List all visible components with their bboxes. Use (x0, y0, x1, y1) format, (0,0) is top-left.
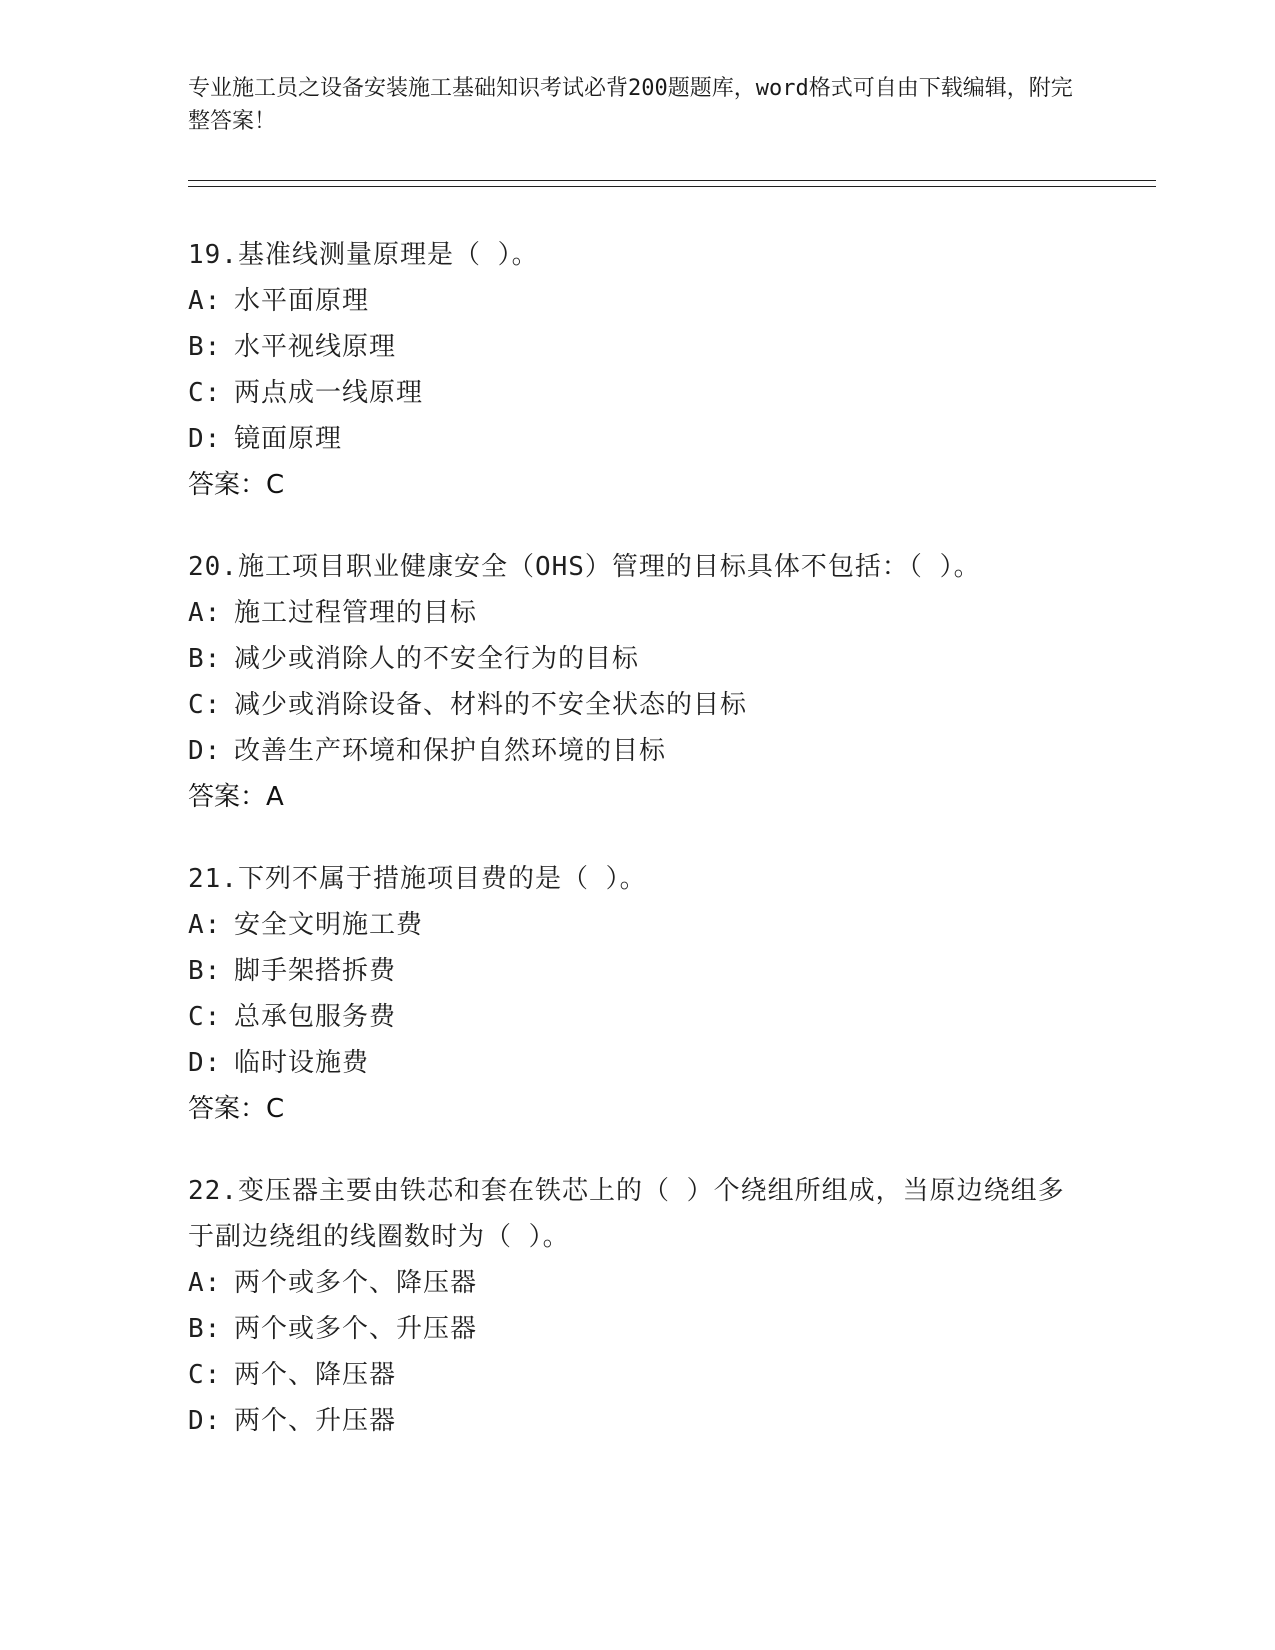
question-list (188, 232, 1148, 1480)
option-c (188, 1352, 1148, 1398)
question-stem: 21.下列不属于措施项目费的是（ ）。 (188, 864, 647, 894)
question-stem: 22.变压器主要由铁芯和套在铁芯上的（ ）个绕组所组成，当原边绕组多于副边绕组的线圈数时为（ ）。 (188, 1176, 1065, 1252)
option-text: 两个或多个、升压器 (234, 1314, 478, 1344)
option-letter: C: (188, 378, 222, 408)
option-letter: A: (188, 598, 222, 628)
option-letter: D: (188, 1406, 222, 1436)
question-19 (188, 232, 1148, 508)
option-text: 水平面原理 (234, 286, 370, 316)
option-text: 两个或多个、降压器 (234, 1268, 478, 1298)
option-d (188, 416, 1148, 462)
option-a (188, 1260, 1148, 1306)
question-21 (188, 856, 1148, 1132)
option-letter: B: (188, 644, 222, 674)
option-text: 施工过程管理的目标 (234, 598, 478, 628)
option-letter: B: (188, 1314, 222, 1344)
option-text: 脚手架搭拆费 (234, 956, 397, 986)
option-letter: C: (188, 1002, 222, 1032)
option-text: 两个、降压器 (234, 1360, 397, 1390)
option-b (188, 636, 1148, 682)
answer-line: 答案：C (188, 470, 285, 500)
document-title: 专业施工员之设备安装施工基础知识考试必背200题题库，word格式可自由下载编辑，附完整答案！ (188, 76, 1073, 134)
option-letter: A: (188, 1268, 222, 1298)
option-letter: A: (188, 286, 222, 316)
option-c (188, 994, 1148, 1040)
option-a (188, 278, 1148, 324)
header-divider-top (188, 180, 1156, 181)
question-22 (188, 1168, 1148, 1444)
question-stem: 19.基准线测量原理是（ ）。 (188, 240, 539, 270)
option-a (188, 902, 1148, 948)
option-letter: B: (188, 332, 222, 362)
option-b (188, 1306, 1148, 1352)
option-a (188, 590, 1148, 636)
option-text: 减少或消除人的不安全行为的目标 (234, 644, 640, 674)
option-letter: C: (188, 1360, 222, 1390)
option-letter: A: (188, 910, 222, 940)
option-text: 两点成一线原理 (234, 378, 424, 408)
header-divider-bottom (188, 186, 1156, 187)
answer-line: 答案：A (188, 782, 284, 812)
option-c (188, 370, 1148, 416)
option-text: 临时设施费 (234, 1048, 370, 1078)
option-letter: D: (188, 736, 222, 766)
answer-line: 答案：C (188, 1094, 285, 1124)
option-text: 水平视线原理 (234, 332, 397, 362)
option-text: 两个、升压器 (234, 1406, 397, 1436)
option-d (188, 1040, 1148, 1086)
option-text: 改善生产环境和保护自然环境的目标 (234, 736, 667, 766)
option-letter: B: (188, 956, 222, 986)
option-c (188, 682, 1148, 728)
option-text: 镜面原理 (234, 424, 343, 454)
option-d (188, 1398, 1148, 1444)
document-header (188, 72, 1088, 138)
option-d (188, 728, 1148, 774)
option-text: 总承包服务费 (234, 1002, 397, 1032)
option-b (188, 948, 1148, 994)
question-stem: 20.施工项目职业健康安全（OHS）管理的目标具体不包括：（ ）。 (188, 552, 981, 582)
option-b (188, 324, 1148, 370)
option-letter: C: (188, 690, 222, 720)
option-text: 安全文明施工费 (234, 910, 424, 940)
option-letter: D: (188, 1048, 222, 1078)
option-letter: D: (188, 424, 222, 454)
option-text: 减少或消除设备、材料的不安全状态的目标 (234, 690, 748, 720)
question-20 (188, 544, 1148, 820)
